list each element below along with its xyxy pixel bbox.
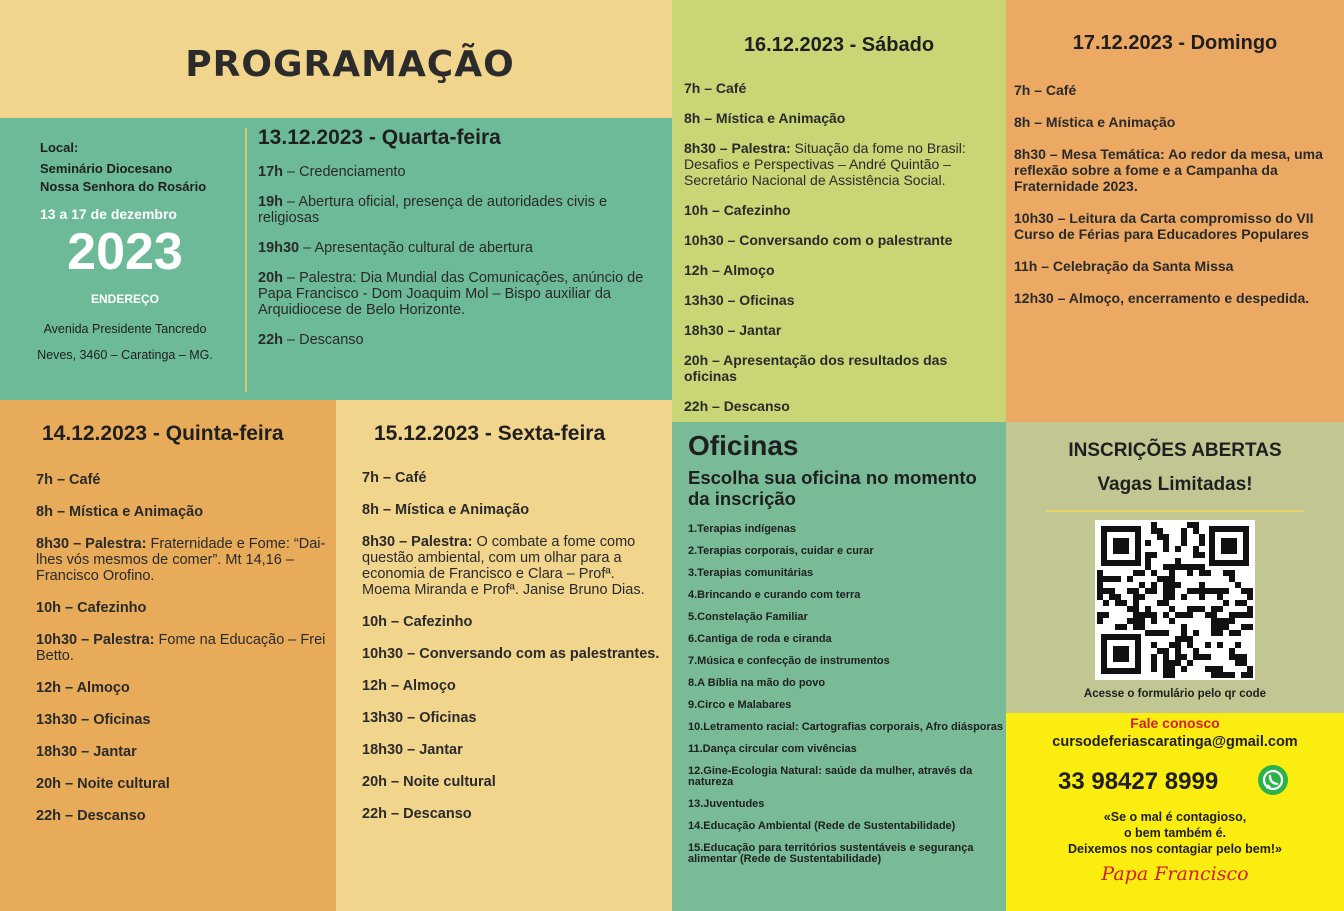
- list-item: 11.Dança circular com vivências: [688, 743, 857, 755]
- schedule-text: – Abertura oficial, presença de autoridades civis e religiosas: [258, 194, 608, 226]
- list-item: 15.Educação para territórios sustentáveis e segurança alimentar (Rede de Sustentabilidade): [688, 842, 974, 865]
- venue-line-2: Nossa Senhora do Rosário: [40, 179, 207, 194]
- schedule-text: – Apresentação cultural de abertura: [303, 240, 533, 256]
- schedule-item: 7h – Café: [684, 80, 747, 96]
- local-label: Local:: [40, 140, 79, 155]
- schedule-item: 11h – Celebração da Santa Missa: [1014, 258, 1234, 274]
- saturday-schedule: [684, 80, 1000, 422]
- sunday-title: 17.12.2023 - Domingo: [1072, 32, 1278, 54]
- oficinas-list: [688, 524, 1004, 876]
- schedule-item: 20h – Noite cultural: [36, 776, 170, 792]
- address-line-2: Neves, 3460 – Caratinga – MG.: [37, 348, 213, 362]
- schedule-time: 20h: [258, 270, 283, 286]
- list-item: 13.Juventudes: [688, 798, 765, 810]
- address-label: ENDEREÇO: [90, 292, 159, 306]
- list-item: 5.Constelação Familiar: [688, 611, 808, 623]
- schedule-item: 10h – Cafezinho: [684, 202, 791, 218]
- divider: [1046, 510, 1304, 512]
- schedule-item: 22h – Descanso: [362, 806, 472, 822]
- schedule-item: 12h – Almoço: [36, 680, 130, 696]
- address: [0, 316, 250, 368]
- event-year: 2023: [67, 223, 183, 281]
- schedule-item: 10h – Cafezinho: [362, 614, 473, 630]
- thursday-panel: [0, 400, 336, 911]
- schedule-item: [258, 194, 658, 226]
- schedule-item: 20h – Noite cultural: [362, 774, 496, 790]
- schedule-item: 10h30 – Leitura da Carta compromisso do VII Curso de Férias para Educadores Populares: [1014, 210, 1314, 242]
- signature: Papa Francisco: [1101, 863, 1249, 885]
- list-item: 6.Cantiga de roda e ciranda: [688, 633, 832, 645]
- inscricoes-title: INSCRIÇÕES ABERTAS: [1068, 440, 1282, 461]
- schedule-time: 19h30: [258, 240, 300, 256]
- schedule-text: – Palestra: Dia Mundial das Comunicações, anúncio de Papa Francisco - Dom Joaquim Mol – Bispo auxiliar da Arquidiocese de Belo Horizonte.: [258, 270, 644, 318]
- sunday-panel: [1006, 0, 1344, 422]
- schedule-item: 7h – Café: [36, 472, 101, 488]
- schedule-item: [258, 270, 658, 318]
- schedule-item: 8h – Mística e Animação: [684, 110, 846, 126]
- schedule-item: 8h – Mística e Animação: [36, 504, 204, 520]
- schedule-item: 13h30 – Oficinas: [36, 712, 151, 728]
- thursday-schedule: [36, 472, 326, 840]
- schedule-item: 18h30 – Jantar: [362, 742, 463, 758]
- schedule-time: 22h: [258, 332, 283, 348]
- contact-panel: [1006, 713, 1344, 911]
- list-item: 4.Brincando e curando com terra: [688, 589, 861, 601]
- schedule-item: 10h30 – Palestra: Fome na Educação – Frei Betto.: [36, 632, 326, 664]
- oficinas-subtitle: Escolha sua oficina no momento da inscrição: [688, 467, 977, 509]
- schedule-item: 8h30 – Palestra: O combate a fome como questão ambiental, com um olhar para a economia de Francisco e Clara – Profª. Moema Miranda e Profª. Janise Bruno Dias.: [362, 534, 645, 598]
- contact-email[interactable]: cursodeferiascaratinga@gmail.com: [1052, 734, 1298, 750]
- schedule-item: 12h – Almoço: [362, 678, 456, 694]
- inscricoes-subtitle: Vagas Limitadas!: [1097, 474, 1253, 495]
- list-item: 1.Terapias indígenas: [688, 523, 797, 535]
- schedule-item: 18h30 – Jantar: [36, 744, 137, 760]
- schedule-item: [258, 332, 658, 348]
- friday-schedule: [362, 470, 662, 838]
- saturday-title: 16.12.2023 - Sábado: [743, 34, 935, 56]
- schedule-item: 10h – Cafezinho: [36, 600, 147, 616]
- schedule-item: 8h30 – Palestra: Situação da fome no Brasil: Desafios e Perspectivas – André Quintão – Secretário Nacional de Assistência Social.: [684, 140, 966, 188]
- schedule-item: 7h – Café: [362, 470, 427, 486]
- page-title: PROGRAMAÇÃO: [185, 44, 515, 85]
- oficinas-title: Oficinas: [688, 430, 799, 461]
- list-item: 7.Música e confecção de instrumentos: [688, 655, 890, 667]
- qr-code[interactable]: [1095, 520, 1255, 680]
- list-item: 2.Terapias corporais, cuidar e curar: [688, 545, 874, 557]
- sunday-schedule: [1014, 82, 1330, 322]
- schedule-item: 12h – Almoço: [684, 262, 775, 278]
- contact-phone[interactable]: 33 98427 8999: [1058, 768, 1219, 795]
- local-venue: [40, 160, 206, 196]
- address-line-1: Avenida Presidente Tancredo: [43, 322, 207, 336]
- schedule-time: 19h: [258, 194, 283, 210]
- wednesday-title: 13.12.2023 - Quarta-feira: [258, 126, 501, 149]
- schedule-item: 12h30 – Almoço, encerramento e despedida.: [1014, 290, 1310, 306]
- schedule-item: 18h30 – Jantar: [684, 322, 782, 338]
- inscricoes-panel: [1006, 422, 1344, 713]
- schedule-item: 20h – Apresentação dos resultados das oficinas: [684, 352, 948, 384]
- qr-code-icon: [1095, 520, 1255, 680]
- quote: [1006, 809, 1344, 857]
- friday-panel: [336, 400, 672, 911]
- qr-note: Acesse o formulário pelo qr code: [1083, 688, 1267, 700]
- quote-line-3: Deixemos nos contagiar pelo bem!»: [1068, 842, 1282, 856]
- schedule-text: – Descanso: [287, 332, 364, 348]
- contact-title: Fale conosco: [1130, 715, 1220, 731]
- schedule-text: – Credenciamento: [287, 164, 406, 180]
- divider: [245, 128, 247, 392]
- list-item: 14.Educação Ambiental (Rede de Sustentabilidade): [688, 820, 956, 832]
- schedule-item: 8h – Mística e Animação: [1014, 114, 1176, 130]
- schedule-item: 22h – Descanso: [684, 398, 790, 414]
- venue-line-1: Seminário Diocesano: [40, 161, 173, 176]
- schedule-item: 10h30 – Conversando com o palestrante: [684, 232, 953, 248]
- list-item: 9.Circo e Malabares: [688, 699, 792, 711]
- schedule-item: [258, 240, 658, 256]
- wednesday-schedule: [258, 164, 658, 362]
- list-item: 3.Terapias comunitárias: [688, 567, 814, 579]
- friday-title: 15.12.2023 - Sexta-feira: [374, 422, 606, 445]
- event-dates: 13 a 17 de dezembro: [40, 206, 177, 222]
- thursday-title: 14.12.2023 - Quinta-feira: [42, 422, 284, 445]
- schedule-item: 10h30 – Conversando com as palestrantes.: [362, 646, 660, 662]
- list-item: 10.Letramento racial: Cartografias corporais, Afro diásporas: [688, 721, 1004, 733]
- local-info: [0, 118, 246, 400]
- schedule-item: 8h30 – Palestra: Fraternidade e Fome: “Dai-lhes vós mesmos de comer”. Mt 14,16 – Francisco Orofino.: [36, 536, 326, 584]
- schedule-item: [258, 164, 658, 180]
- schedule-time: 17h: [258, 164, 283, 180]
- schedule-item: 13h30 – Oficinas: [362, 710, 477, 726]
- schedule-item: 8h – Mística e Animação: [362, 502, 530, 518]
- list-item: 12.Gine-Ecologia Natural: saúde da mulher, através da natureza: [688, 765, 973, 788]
- saturday-panel: [672, 0, 1006, 422]
- schedule-item: 8h30 – Mesa Temática: Ao redor da mesa, uma reflexão sobre a fome e a Campanha da Fraternidade 2023.: [1014, 146, 1323, 194]
- quote-line-1: «Se o mal é contagioso,: [1103, 810, 1247, 824]
- oficinas-panel: [672, 422, 1006, 911]
- local-wednesday-panel: [0, 118, 672, 400]
- list-item: 8.A Bíblia na mão do povo: [688, 677, 826, 689]
- whatsapp-glyph: [1258, 765, 1288, 795]
- programacao-panel: [0, 0, 672, 118]
- schedule-item: 22h – Descanso: [36, 808, 146, 824]
- quote-line-2: o bem também é.: [1123, 826, 1227, 840]
- schedule-item: 13h30 – Oficinas: [684, 292, 795, 308]
- schedule-item: 7h – Café: [1014, 82, 1077, 98]
- whatsapp-icon[interactable]: [1258, 765, 1288, 795]
